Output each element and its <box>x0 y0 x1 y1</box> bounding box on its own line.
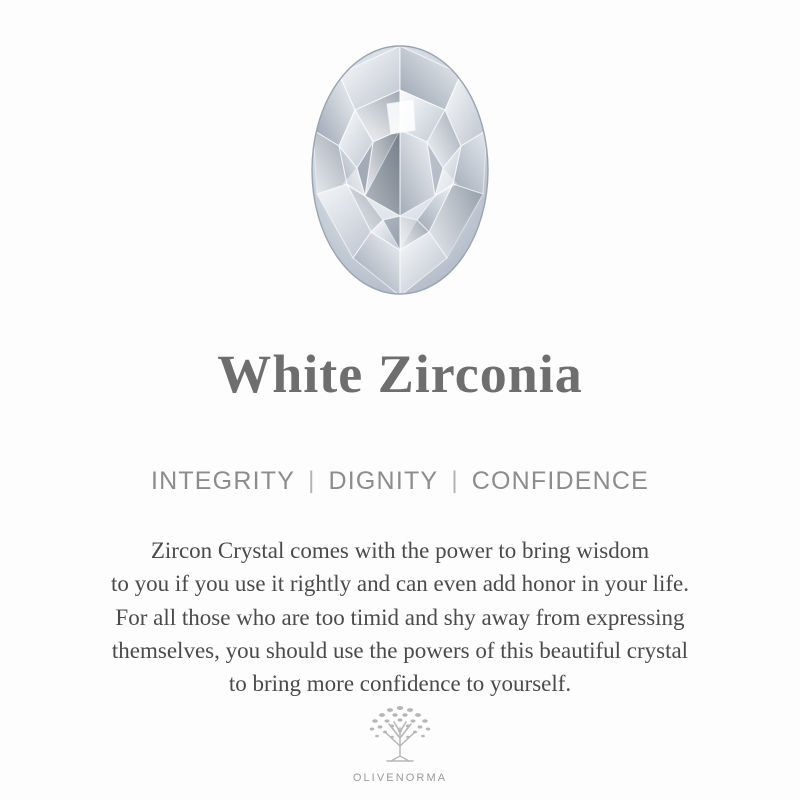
page-title: White Zirconia <box>217 344 583 404</box>
keyword-dignity: DIGNITY <box>328 466 439 495</box>
keyword-confidence: CONFIDENCE <box>471 466 650 495</box>
olivenorma-tree-logo-icon <box>357 698 443 770</box>
keyword-list <box>151 467 649 496</box>
brand-logo <box>0 698 800 784</box>
keyword-separator-1: | <box>308 467 316 495</box>
brand-name: OLIVENORMA <box>352 772 448 784</box>
keyword-separator-2: | <box>451 467 459 495</box>
oval-cut-white-zirconia-gemstone-icon <box>295 34 505 306</box>
description-line-5: to bring more confidence to yourself. <box>228 671 572 697</box>
description-line-4: themselves, you should use the powers of this beautiful crystal <box>111 637 689 663</box>
description-line-1: Zircon Crystal comes with the power to bring wisdom <box>150 537 650 563</box>
gemstone-image <box>295 34 505 306</box>
description-line-2: to you if you use it rightly and can even add honor in your life. <box>110 571 690 597</box>
description-line-3: For all those who are too timid and shy away from expressing <box>115 604 685 630</box>
keyword-integrity: INTEGRITY <box>150 466 296 495</box>
description-text <box>35 534 765 701</box>
